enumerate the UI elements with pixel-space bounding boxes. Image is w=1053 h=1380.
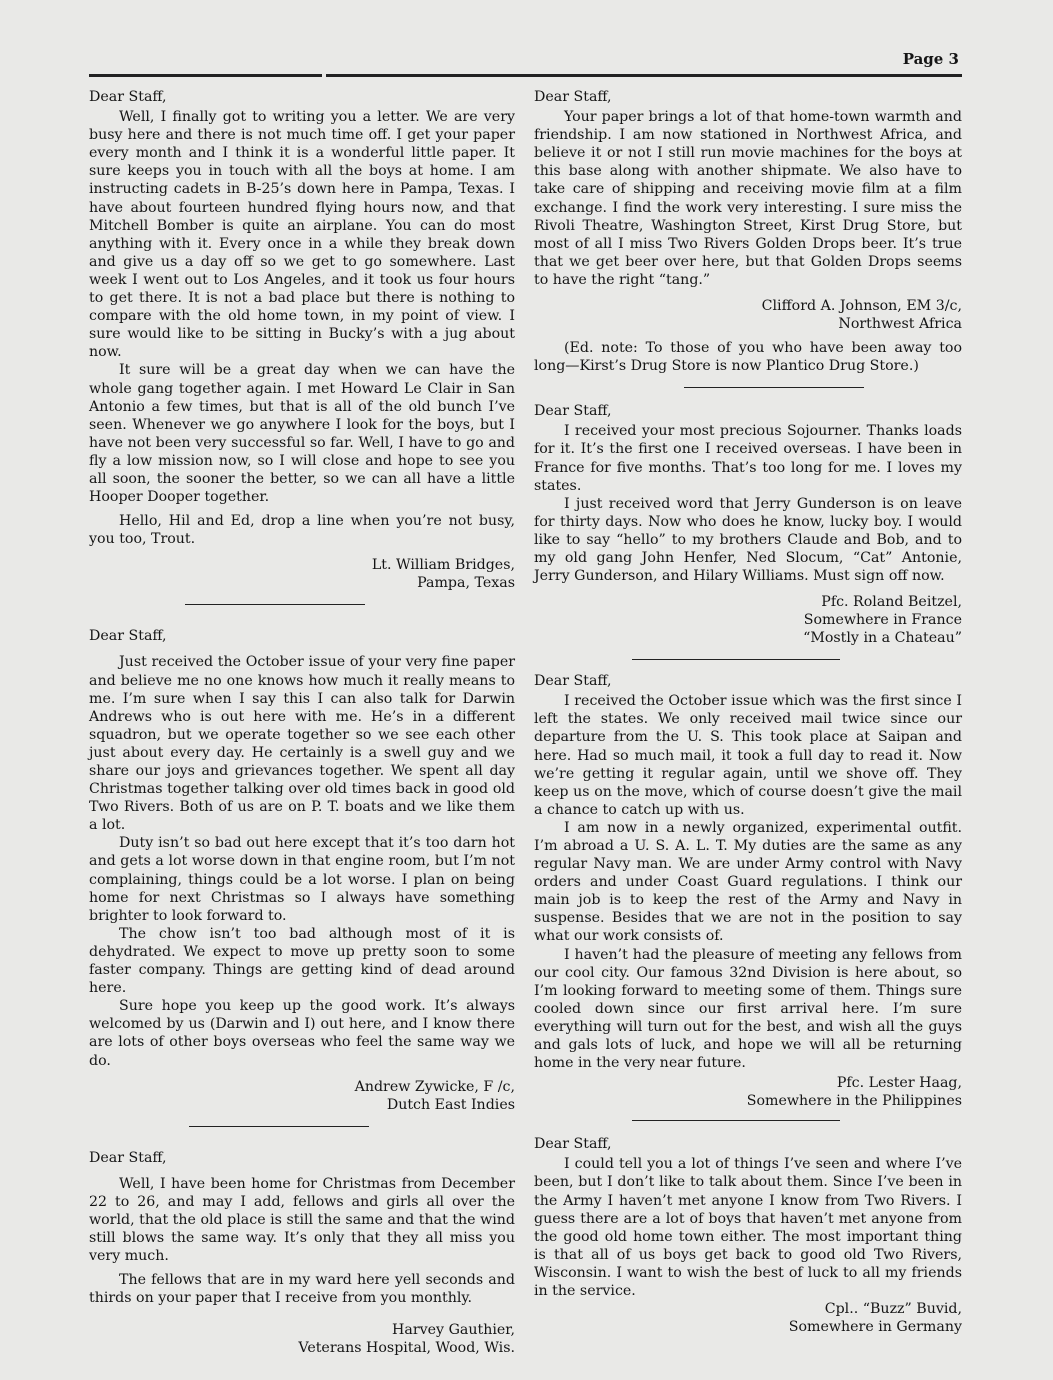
signature-name: Lt. William Bridges, bbox=[371, 557, 515, 574]
paragraph: Sure hope you keep up the good work. It’s always welcomed by us (Darwin and I) out here, and I know there are lots of other boys overseas who feel the same way we do. bbox=[89, 998, 515, 1069]
salutation: Dear Staff, bbox=[534, 403, 612, 420]
paragraph: I could tell you a lot of things I’ve seen and where I’ve been, but I don’t like to talk about them. Since I’ve been in the Army I haven’t met anyone I know from Two Rivers. I guess there are a lot of boys that haven’t met anyone from the good old home town either. The most important thing is that all of us boys get back to good old Two Rivers, Wisconsin. I want to wish the best of luck to all my friends in the service. bbox=[534, 1156, 962, 1299]
signature bbox=[534, 1074, 962, 1110]
letter-haag bbox=[534, 672, 962, 1110]
paragraph: The fellows that are in my ward here yell seconds and thirds on your paper that I receive from you monthly. bbox=[89, 1272, 515, 1307]
paragraph: Well, I have been home for Christmas from December 22 to 26, and may I add, fellows and girls all over the world, that the old place is still the same and that the wind still blows the same way. It’s only that they all miss you very much. bbox=[89, 1175, 515, 1265]
letter-separator bbox=[189, 1126, 369, 1127]
letter-johnson bbox=[534, 88, 962, 375]
header-rule-middle bbox=[326, 74, 962, 77]
letter-buvid bbox=[534, 1135, 962, 1336]
salutation: Dear Staff, bbox=[534, 1136, 612, 1153]
signature bbox=[534, 297, 962, 333]
left-column bbox=[89, 88, 515, 1357]
paragraph: Your paper brings a lot of that home-town warmth and friendship. I am now stationed in Northwest Africa, and believe it or not I still run movie machines for the boys at this base along with another shipmate. We also have to take care of shipping and receiving movie film at a film exchange. I find the work very interesting. I sure miss the Rivoli Theatre, Washington Street, Kirst Drug Store, but most of all I miss Two Rivers Golden Drops beer. It’s true that we get beer over here, but that Golden Drops seems to have the right “tang.” bbox=[534, 109, 962, 288]
signature-location: Somewhere in France bbox=[803, 612, 962, 629]
letter-zywicke bbox=[89, 627, 515, 1113]
paragraph: Duty isn’t so bad out here except that it’s too darn hot and gets a lot worse down in that engine room, but I’m not complaining, things could be a lot worse. I plan on being home for next Christmas so I always have something brighter to look forward to. bbox=[89, 835, 515, 924]
paragraph: It sure will be a great day when we can have the whole gang together again. I met Howard Le Clair in San Antonio a few times, but that is all of the old bunch I’ve seen. Whenever we go anywhere I look for the boys, but I have not been very successful so far. Well, I have to go and fly a low mission now, so I will close and hope to see you all soon, the sooner the better, so we can all have a little Hooper Dooper together. bbox=[89, 362, 515, 506]
letter-gauthier bbox=[89, 1149, 515, 1358]
signature-location: Northwest Africa bbox=[838, 316, 962, 333]
page-number: Page 3 bbox=[902, 50, 959, 68]
signature-location: Somewhere in Germany bbox=[788, 1319, 962, 1336]
signature-location: Veterans Hospital, Wood, Wis. bbox=[298, 1340, 515, 1357]
paragraph: I haven’t had the pleasure of meeting any fellows from our cool city. Our famous 32nd Division is here about, so I’m looking forward to meeting some of them. Things sure cooled down since our first arrival here. I’m sure everything will turn out for the best, and wish all the guys and gals lots of luck, and hope we will all be returning home in the very near future. bbox=[534, 946, 962, 1072]
paragraph: I received the October issue which was the first since I left the states. We only received mail twice since our departure from the U. S. This took place at Saipan and here. Had so much mail, it took a full day to read it. Now we’re getting it regular again, until we shove off. They keep us on the move, which of course doesn’t give the mail a chance to catch up with us. bbox=[534, 693, 962, 818]
salutation: Dear Staff, bbox=[534, 89, 612, 105]
salutation: Dear Staff, bbox=[89, 89, 167, 105]
salutation: Dear Staff, bbox=[89, 628, 167, 645]
paragraph: I am now in a newly organized, experimental outfit. I’m abroad a U. S. A. L. T. My duties are the same as any regular Navy man. We are under Army control with Navy orders and under Coast Guard regulations. I think our main job is to keep the rest of the Army and Navy in suspense. Besides that we are not in the position to say what our work consists of. bbox=[534, 819, 962, 945]
signature-name: Harvey Gauthier, bbox=[392, 1322, 515, 1339]
letter-separator bbox=[684, 387, 864, 388]
signature-name: Pfc. Roland Beitzel, bbox=[821, 594, 962, 611]
paragraph: I received your most precious Sojourner. Thanks loads for it. It’s the first one I received overseas. I have been in France for five months. That’s too long for me. I loves my states. bbox=[534, 423, 962, 494]
right-column bbox=[534, 88, 962, 1336]
paragraph: The chow isn’t too bad although most of it is dehydrated. We expect to move up pretty soon to some faster company. Things are getting kind of dead around here. bbox=[89, 925, 515, 997]
signature bbox=[89, 1321, 515, 1357]
paragraph: Hello, Hil and Ed, drop a line when you’re not busy, you too, Trout. bbox=[89, 513, 515, 548]
salutation: Dear Staff, bbox=[89, 1149, 167, 1166]
signature-location: Dutch East Indies bbox=[386, 1096, 515, 1113]
signature-location: Pampa, Texas bbox=[417, 575, 515, 592]
letter-separator bbox=[632, 1120, 840, 1121]
paragraph: Just received the October issue of your very fine paper and believe me no one knows how much it really means to me. I’m sure when I say this I can also talk for Darwin Andrews who is out here with me. He’s in a different squadron, but we operate together so we see each other just about every day. He certainly is a swell guy and we share our joys and grievances together. We spent all day Christmas together talking over old times back in good old Two Rivers. Both of us are on P. T. boats and we like them a lot. bbox=[89, 654, 515, 834]
signature-name: Cpl.. “Buzz” Buvid, bbox=[824, 1301, 962, 1318]
editor-note: (Ed. note: To those of you who have been away too long—Kirst’s Drug Store is now Plantico Drug Store.) bbox=[534, 340, 962, 375]
letter-separator bbox=[185, 604, 365, 605]
signature bbox=[89, 1078, 515, 1114]
signature-name: Pfc. Lester Haag, bbox=[836, 1075, 962, 1092]
header-rule-left bbox=[89, 74, 322, 77]
signature bbox=[534, 1300, 962, 1336]
signature-note: “Mostly in a Chateau” bbox=[803, 630, 962, 647]
letter-beitzel bbox=[534, 402, 962, 647]
salutation: Dear Staff, bbox=[534, 673, 612, 690]
letter-separator bbox=[632, 659, 840, 660]
signature bbox=[89, 556, 515, 592]
signature bbox=[534, 593, 962, 647]
paragraph: I just received word that Jerry Gunderson is on leave for thirty days. Now who does he know, lucky boy. I would like to say “hello” to my brothers Claude and Bob, and to my old gang John Henfer, Ned Slocum, “Cat” Antonie, Jerry Gunderson, and Hilary Williams. Must sign off now. bbox=[534, 495, 962, 585]
signature-location: Somewhere in the Philippines bbox=[746, 1093, 962, 1110]
signature-name: Andrew Zywicke, F /c, bbox=[354, 1078, 515, 1095]
letter-bridges bbox=[89, 88, 515, 592]
signature-name: Clifford A. Johnson, EM 3/c, bbox=[761, 298, 962, 315]
paragraph: Well, I finally got to writing you a letter. We are very busy here and there is not much time off. I get your paper every month and I think it is a wonderful little paper. It sure keeps you in touch with all the boys at home. I am instructing cadets in B-25’s down here in Pampa, Texas. I have about fourteen hundred flying hours now, and that Mitchell Bomber is quite an airplane. You can do most anything with it. Every once in a while they break down and give us a day off so we get to go somewhere. Last week I went out to Los Angeles, and it took us four hours to get there. It is not a bad place but there is nothing to compare with the old home town, in my point of view. I sure would like to be sitting in Bucky’s with a jug about now. bbox=[89, 109, 515, 361]
